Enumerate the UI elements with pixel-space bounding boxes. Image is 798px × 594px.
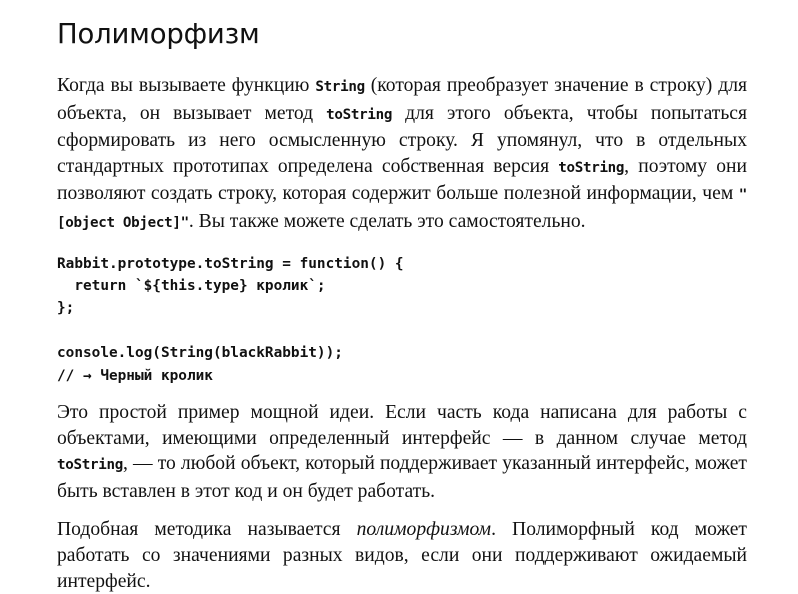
code-line: }; <box>57 300 75 317</box>
text-run: Подобная методика называется <box>57 519 357 541</box>
code-line: console.log(String(blackRabbit)); <box>57 345 343 362</box>
code-comment-line: // → Черный кролик <box>57 367 213 384</box>
term-polymorphism: полиморфизмом <box>356 519 492 541</box>
inline-code-string: String <box>315 79 365 95</box>
inline-code-object-object: "[object Object]" <box>57 187 747 231</box>
inline-code-tostring: toString <box>57 457 123 474</box>
paragraph-explanation <box>57 400 747 504</box>
text-run: , поэтому они позволяют создать строку, которая содержит больше полезной информации, чем <box>57 155 747 205</box>
text-run: . Полиморфный код может работать со значениями разных видов, если они поддерживают ожидаемый интерфейс. <box>57 519 747 592</box>
code-blank-line <box>57 320 747 342</box>
paragraph-intro <box>57 73 747 237</box>
paragraph-definition <box>57 517 747 594</box>
text-run: . Вы также можете сделать это самостоятельно. <box>188 210 586 232</box>
text-run: Это простой пример мощной идеи. Если часть кода написана для работы с объектами, имеющими определенный интерфейс — в данном случае метод <box>57 401 747 449</box>
text-run: , — то любой объект, который поддерживает указанный интерфейс, может быть вставлен в этот код и он будет работать. <box>57 453 747 502</box>
code-line: return `${this.type} кролик`; <box>57 277 326 294</box>
text-run: (которая преобразует значение в строку) для объекта, он вызывает метод <box>57 75 747 124</box>
page-content <box>57 14 747 594</box>
inline-code-tostring: toString <box>558 159 625 176</box>
text-run: Когда вы вызываете функцию <box>57 75 316 96</box>
code-block <box>57 253 747 387</box>
text-run: для этого объекта, чтобы попытаться сформировать из него осмысленную строку. Я упомянул, что в отдельных стандартных прототипах определена собственная версия <box>57 102 748 177</box>
section-heading: Полиморфизм <box>57 18 260 50</box>
code-line: Rabbit.prototype.toString = function() { <box>57 255 404 272</box>
inline-code-tostring: toString <box>326 106 393 123</box>
